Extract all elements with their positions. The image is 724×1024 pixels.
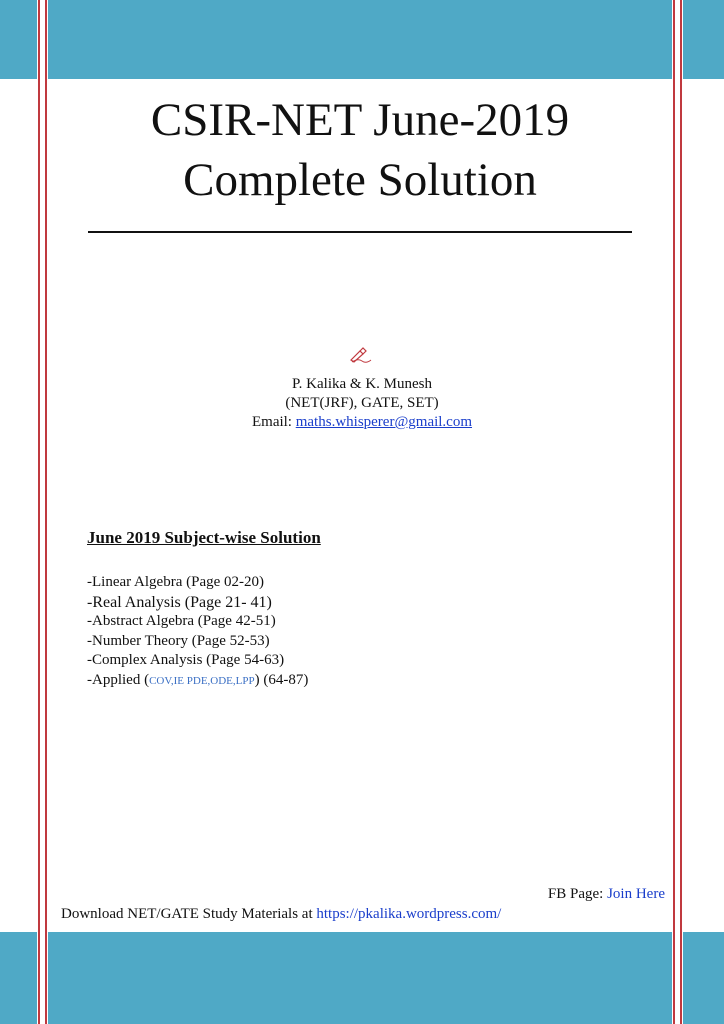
email-link[interactable]: maths.whisperer@gmail.com — [295, 414, 473, 430]
website-link[interactable]: https://pkalika.wordpress.com/ — [316, 906, 502, 922]
applied-suffix: ) (64-87) — [254, 671, 309, 688]
subject-list — [87, 573, 308, 690]
title-line-2: Complete Solution — [183, 154, 537, 206]
fb-label: FB Page: — [547, 886, 608, 902]
writing-hand-icon — [350, 345, 372, 363]
author-credentials: (NET(JRF), GATE, SET) — [285, 395, 439, 411]
email-label: Email: — [251, 414, 296, 430]
page-title — [46, 90, 674, 210]
list-item: -Linear Algebra (Page 02-20) — [87, 574, 265, 590]
right-border-line-outer — [680, 0, 682, 1024]
applied-prefix: -Applied ( — [87, 671, 150, 688]
subjects-heading: June 2019 Subject-wise Solution — [87, 528, 321, 547]
applied-topics: COV,IE PDE,ODE,LPP — [149, 674, 255, 687]
author-block — [48, 375, 676, 432]
title-underline — [88, 231, 632, 233]
email-line — [48, 413, 676, 432]
left-border-line-outer — [38, 0, 40, 1024]
list-item: -Abstract Algebra (Page 42-51) — [87, 613, 276, 629]
fb-join-link[interactable]: Join Here — [607, 886, 665, 902]
download-label: Download NET/GATE Study Materials at — [61, 906, 317, 922]
list-item: -Complex Analysis (Page 54-63) — [87, 652, 285, 668]
author-names: P. Kalika & K. Munesh — [292, 376, 432, 392]
fb-page-line — [548, 886, 665, 903]
list-item-applied — [87, 671, 308, 691]
list-item: -Number Theory (Page 52-53) — [87, 632, 270, 649]
title-line-1: CSIR-NET June-2019 — [150, 94, 570, 146]
download-line — [61, 906, 501, 923]
cover-page — [48, 0, 672, 1024]
list-item: -Real Analysis (Page 21- 41) — [87, 593, 272, 611]
